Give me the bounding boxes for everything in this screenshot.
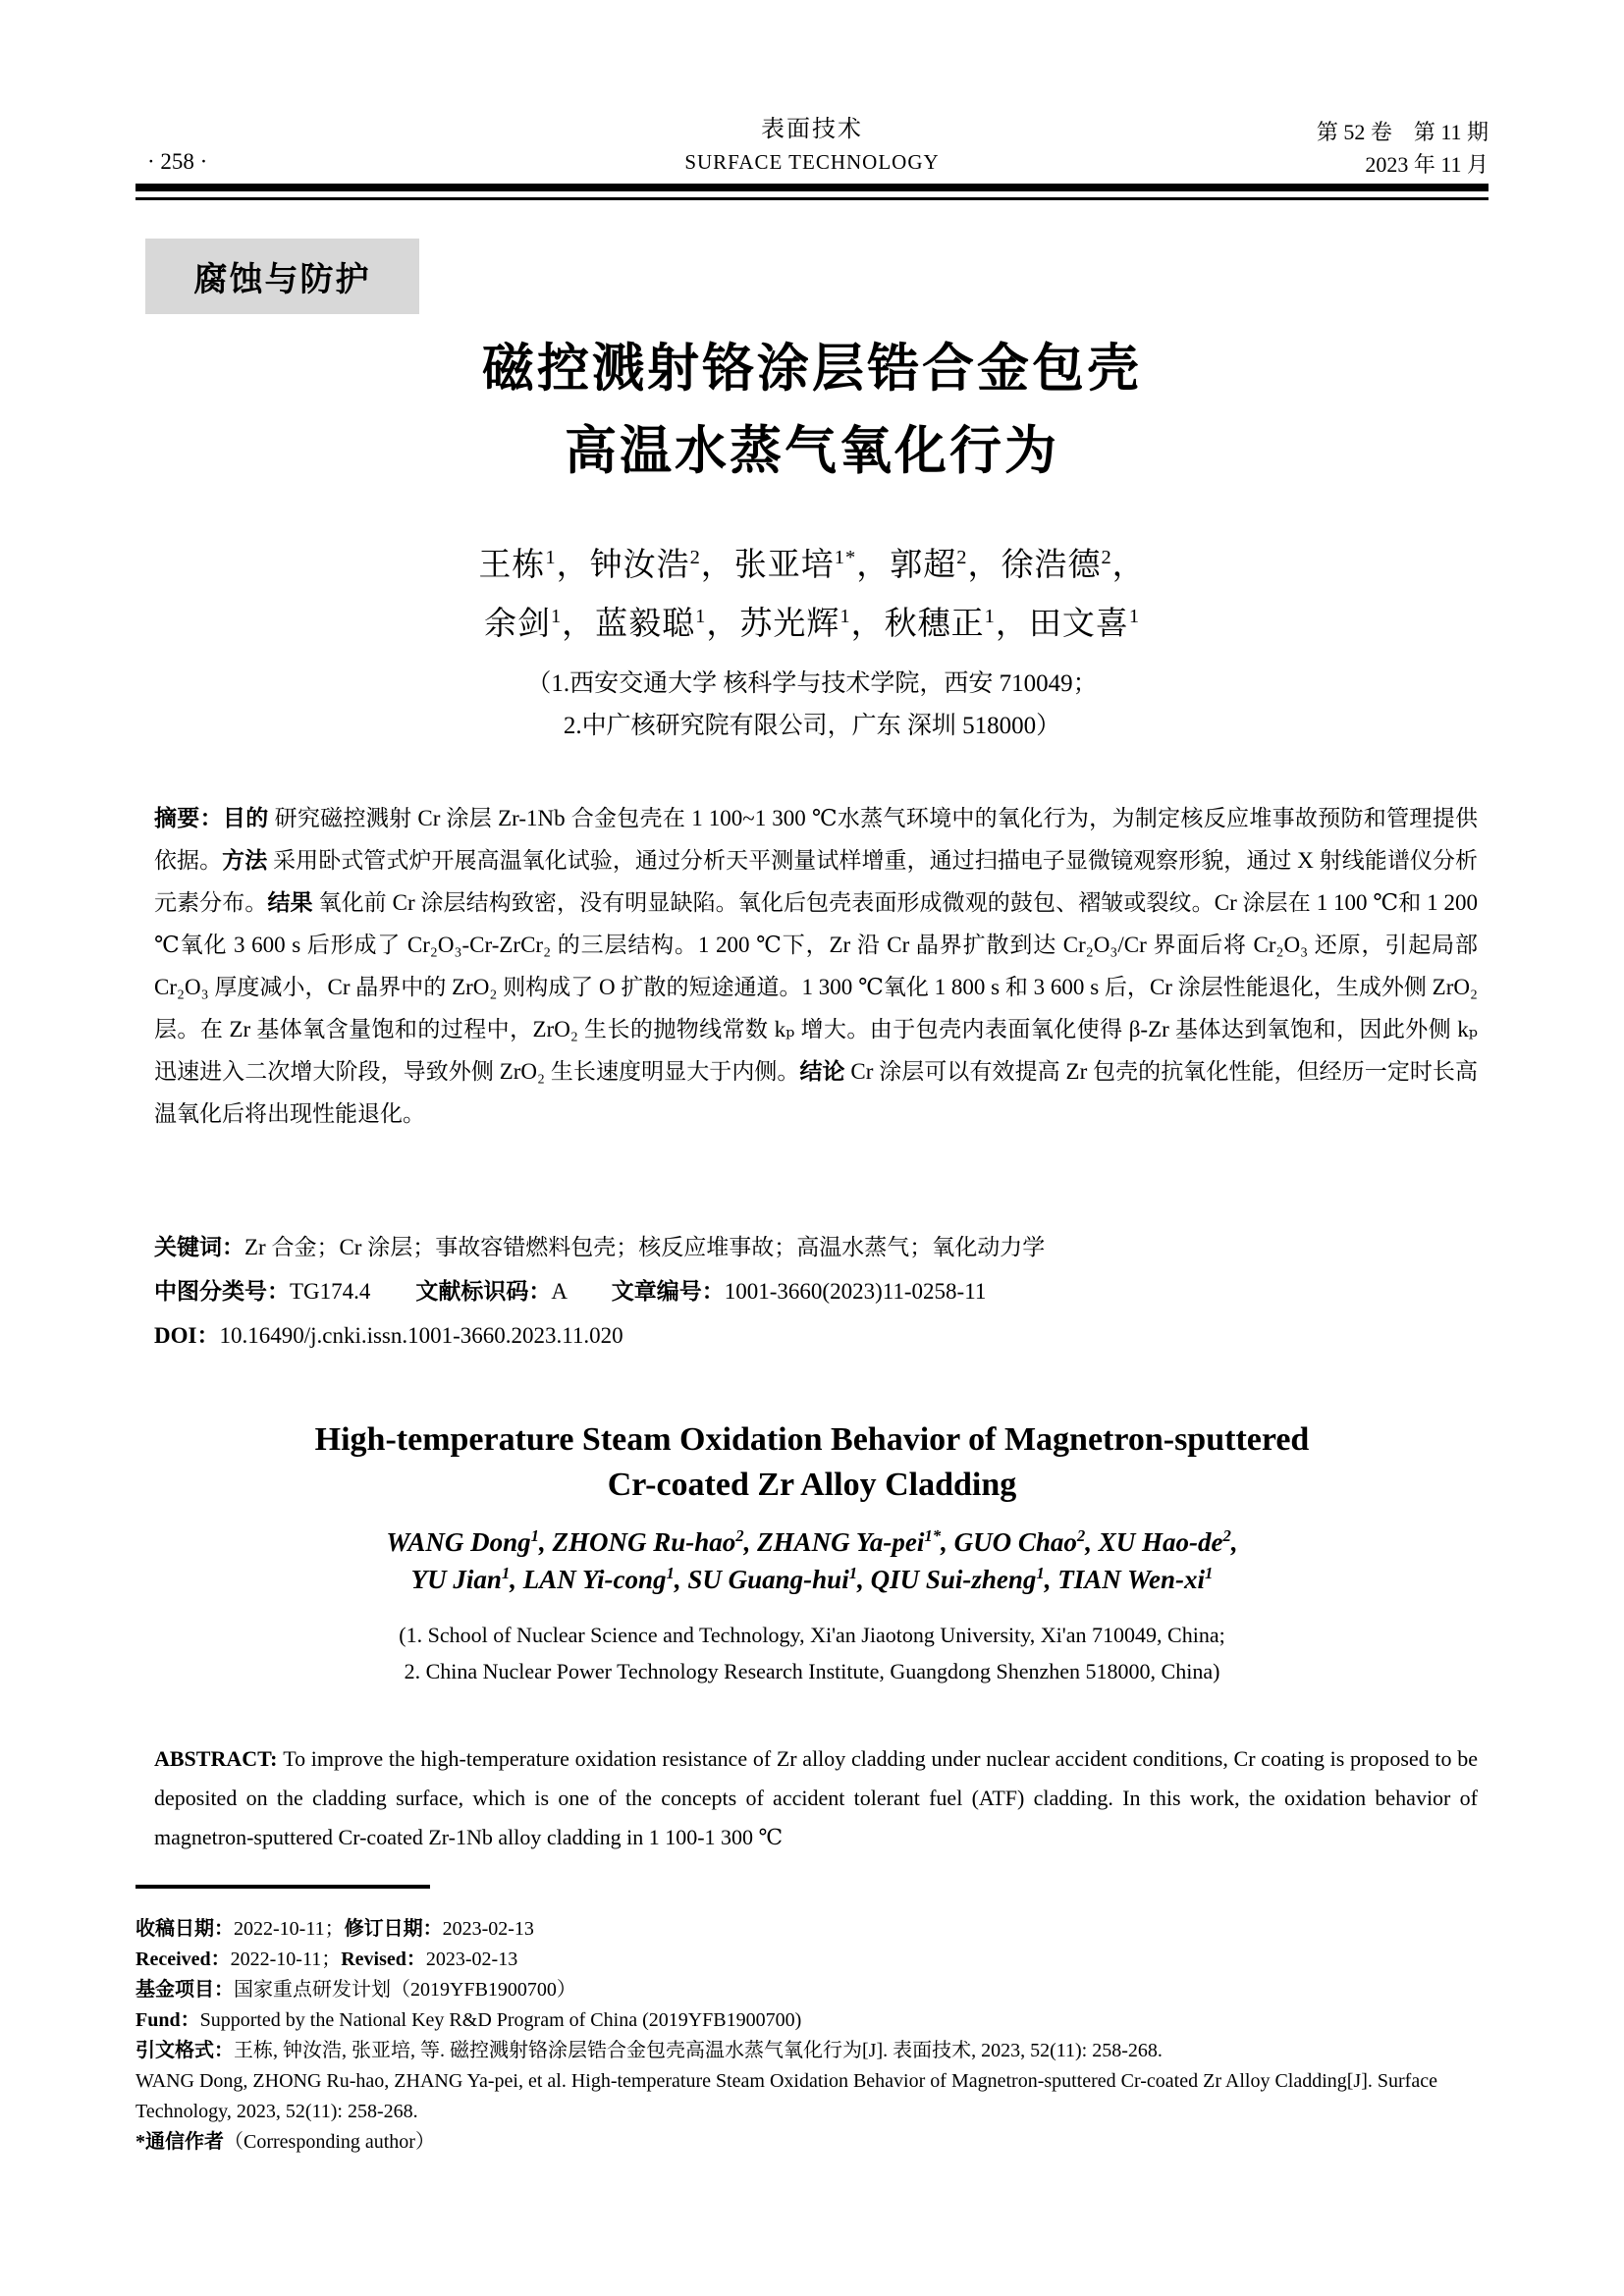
page-number: · 258 · [147, 149, 208, 174]
volume-issue: 第 52 卷 第 11 期 [1316, 120, 1489, 144]
header-rule-thick [135, 184, 1489, 191]
authors-cn-line1: 王栋$^1$，钟汝浩$^2$，张亚培$^{1*}$，郭超$^2$，徐浩德$^2$， [478, 546, 1146, 582]
article-title-cn-line1: 磁控溅射铬涂层锆合金包壳 [482, 340, 1142, 398]
article-title-cn-line2: 高温水蒸气氧化行为 [565, 422, 1059, 480]
doi-line: DOI：10.16490/j.cnki.issn.1001-3660.2023.11.020 [154, 1323, 623, 1348]
affiliation-cn-line2: 2.中广核研究院有限公司，广东 深圳 518000） [563, 713, 1061, 739]
issue-info [1317, 116, 1489, 181]
abstract-cn: 摘要：目的 研究磁控溅射 Cr 涂层 Zr-1Nb 合金包壳在 1 100~1 300 ℃水蒸气环境中的氧化行为，为制定核反应堆事故预防和管理提供依据。方法 采用卧式管式炉开展高温氧化试验，通过分析天平测量试样增重，通过扫描电子显微镜观察形貌，通过 X 射线能谱仪分析元素分布。结果 氧化前 Cr 涂层结构致密，没有明显缺陷。氧化后包壳表面形成微观的鼓包、褶皱或裂纹。Cr 涂层在 1 100 ℃和 1 200 ℃氧化 3 600 s 后形成了 Cr₂O₃-Cr-ZrCr₂ 的三层结构。1 200 ℃下，Zr 沿 Cr 晶界扩散到达 Cr₂O₃/Cr 界面后将 Cr₂O₃ 还原，引起局部 Cr₂O₃ 厚度减小，Cr 晶界中的 ZrO₂ 则构成了 O 扩散的短途通道。1 300 ℃氧化 1 800 s 和 3 600 s 后，Cr 涂层性能退化，生成外侧 ZrO₂ 层。在 Zr 基体氧含量饱和的过程中，ZrO₂ 生长的抛物线常数 kₚ 增大。由于包壳内表面氧化使得 β-Zr 基体达到氧饱和，因此外侧 kₚ 迅速进入二次增大阶段，导致外侧 ZrO₂ 生长速度明显大于内侧。结论 Cr 涂层可以有效提高 Zr 包壳的抗氧化性能，但经历一定时长高温氧化后将出现性能退化。 [154, 806, 1479, 1126]
article-title-en-line2: Cr-coated Zr Alloy Cladding [607, 1467, 1017, 1503]
authors-en-line1: WANG Dong$^1$, ZHONG Ru-hao$^2$, ZHANG Ya-pei$^{1*}$, GUO Chao$^2$, XU Hao-$de^2$, [386, 1526, 1238, 1557]
footnote-separator [135, 1885, 430, 1889]
authors-cn-line2: 余剑$^1$，蓝毅聪$^1$，苏光辉$^1$，秋穗正$^1$，田文喜$^1$ [483, 605, 1141, 641]
keywords-line: 关键词：Zr 合金；Cr 涂层；事故容错燃料包壳；核反应堆事故；高温水蒸气；氧化动力学 [154, 1235, 1046, 1259]
footnote-fund-cn: 基金项目：国家重点研发计划（2019YFB1900700） [135, 1979, 576, 2001]
journal-title-en: SURFACE TECHNOLOGY [684, 150, 940, 174]
article-meta [154, 1225, 1478, 1358]
authors-en-line2: YU Jian$^1$, LAN Yi-cong$^1$, SU Guang-hui$^1$, QIU Sui-zheng$^1$, TIAN Wen-$xi^1$ [410, 1564, 1214, 1594]
article-title-en-line1: High-temperature Steam Oxidation Behavior of Magnetron-sputtered [314, 1421, 1310, 1458]
affiliation-en-line1: (1. School of Nuclear Science and Technology, Xi'an Jiaotong University, Xi'an 710049, China; [399, 1623, 1225, 1647]
affiliation-en-line2: 2. China Nuclear Power Technology Research Institute, Guangdong Shenzhen 518000, China) [404, 1659, 1220, 1683]
classification-line: 中图分类号：TG174.4 文献标识码：A 文章编号：1001-3660(2023)11-0258-11 [154, 1279, 987, 1304]
affiliation-cn-line1: （1.西安交通大学 核科学与技术学院，西安 710049； [526, 670, 1098, 697]
journal-title-cn: 表面技术 [761, 117, 863, 142]
issue-date: 2023 年 11 月 [1365, 152, 1489, 177]
header-rule-thin [135, 197, 1489, 200]
footnote-citation-en: WANG Dong, ZHONG Ru-hao, ZHANG Ya-pei, et al. High-temperature Steam Oxidation Behavior of Magnetron-sputtered Cr-coated Zr Alloy Cladding[J]. Surface Technology, 2023, 52(11): 258-268. [135, 2070, 1437, 2122]
footnote-corresponding-author: *通信作者（Corresponding author） [135, 2131, 435, 2153]
footnote-fund-en: Fund：Supported by the National Key R&D Program of China (2019YFB1900700) [135, 2009, 802, 2031]
section-badge: 腐蚀与防护 [145, 239, 419, 314]
abstract-en: ABSTRACT: To improve the high-temperature oxidation resistance of Zr alloy cladding under nuclear accident conditions, Cr coating is proposed to be deposited on the cladding surface, which is one of the concepts of accident tolerant fuel (ATF) cladding. In this work, the oxidation behavior of magnetron-sputtered Cr-coated Zr-1Nb alloy cladding in 1 100-1 300 ℃ [154, 1746, 1478, 1849]
footnotes [135, 1914, 1496, 2158]
footnote-received-cn: 收稿日期：2022-10-11；修订日期：2023-02-13 [135, 1918, 534, 1940]
footnote-received-en: Received：2022-10-11；Revised：2023-02-13 [135, 1949, 518, 1970]
footnote-citation-cn: 引文格式：王栋, 钟汝浩, 张亚培, 等. 磁控溅射铬涂层锆合金包壳高温水蒸气氧化行为[J]. 表面技术, 2023, 52(11): 258-268. [135, 2040, 1163, 2061]
